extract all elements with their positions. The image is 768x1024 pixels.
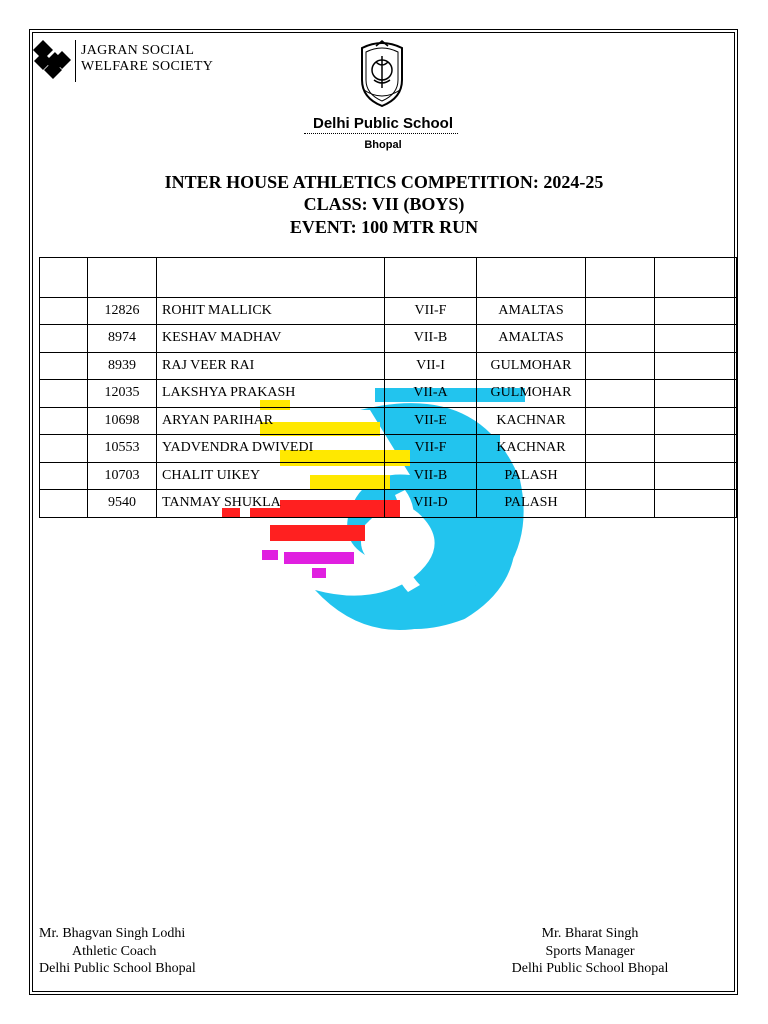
header-cell <box>586 258 655 298</box>
table-row <box>40 462 737 490</box>
sno-cell <box>40 325 88 353</box>
student-class: VII-A <box>385 380 477 408</box>
coach-name: Mr. Bhagvan Singh Lodhi <box>39 926 186 941</box>
header-cell <box>88 258 157 298</box>
table-row <box>40 297 737 325</box>
student-class: VII-B <box>385 462 477 490</box>
blank-cell <box>586 490 655 518</box>
student-name: YADVENDRA DWIVEDI <box>157 435 385 463</box>
admission-number: 10698 <box>88 407 157 435</box>
student-class: VII-F <box>385 435 477 463</box>
table-row <box>40 380 737 408</box>
student-house: PALASH <box>477 490 586 518</box>
results-table <box>39 257 737 518</box>
header-cell <box>655 258 737 298</box>
coach-org: Delhi Public School Bhopal <box>39 961 196 976</box>
header-cell <box>157 258 385 298</box>
school-city: Bhopal <box>364 139 402 151</box>
student-house: PALASH <box>477 462 586 490</box>
table-row <box>40 352 737 380</box>
admission-number: 10703 <box>88 462 157 490</box>
organization-name <box>81 43 213 75</box>
blank-cell <box>586 380 655 408</box>
header-cell <box>40 258 88 298</box>
blank-cell <box>655 352 737 380</box>
admission-number: 12826 <box>88 297 157 325</box>
student-class: VII-D <box>385 490 477 518</box>
student-house: AMALTAS <box>477 325 586 353</box>
event-title: EVENT: 100 MTR RUN <box>289 217 479 237</box>
blank-cell <box>655 380 737 408</box>
student-house: GULMOHAR <box>477 380 586 408</box>
sno-cell <box>40 297 88 325</box>
table-row <box>40 407 737 435</box>
class-title: CLASS: VII (BOYS) <box>303 194 465 214</box>
header-cell <box>385 258 477 298</box>
student-name: TANMAY SHUKLA <box>157 490 385 518</box>
student-name: CHALIT UIKEY <box>157 462 385 490</box>
sno-cell <box>40 380 88 408</box>
dps-emblem-icon <box>354 38 410 108</box>
student-class: VII-I <box>385 352 477 380</box>
manager-name: Mr. Bharat Singh <box>541 926 639 941</box>
header-cell <box>477 258 586 298</box>
manager-role: Sports Manager <box>545 943 635 959</box>
blank-cell <box>655 325 737 353</box>
table-row <box>40 325 737 353</box>
coach-role: Athletic Coach <box>72 943 157 959</box>
student-house: GULMOHAR <box>477 352 586 380</box>
sno-cell <box>40 435 88 463</box>
organization-name-line2: WELFARE SOCIETY <box>81 59 214 74</box>
blank-cell <box>655 462 737 490</box>
logo-divider <box>75 40 76 82</box>
sno-cell <box>40 407 88 435</box>
student-name: KESHAV MADHAV <box>157 325 385 353</box>
signature-block-coach <box>39 925 214 978</box>
blank-cell <box>586 435 655 463</box>
blank-cell <box>586 462 655 490</box>
manager-org: Delhi Public School Bhopal <box>511 961 669 976</box>
blank-cell <box>586 352 655 380</box>
competition-title: INTER HOUSE ATHLETICS COMPETITION: 2024-25 <box>164 172 604 192</box>
student-class: VII-B <box>385 325 477 353</box>
sno-cell <box>40 490 88 518</box>
sno-cell <box>40 462 88 490</box>
table-header-row <box>40 258 737 298</box>
admission-number: 9540 <box>88 490 157 518</box>
signature-block-manager <box>500 925 680 978</box>
organization-name-line1: JAGRAN SOCIAL <box>81 43 195 58</box>
blank-cell <box>655 407 737 435</box>
blank-cell <box>655 490 737 518</box>
blank-cell <box>655 297 737 325</box>
student-house: KACHNAR <box>477 435 586 463</box>
student-house: AMALTAS <box>477 297 586 325</box>
blank-cell <box>586 407 655 435</box>
admission-number: 8939 <box>88 352 157 380</box>
jswf-diamond-logo-icon <box>32 40 74 82</box>
student-name: LAKSHYA PRAKASH <box>157 380 385 408</box>
blank-cell <box>655 435 737 463</box>
blank-cell <box>586 297 655 325</box>
student-name: RAJ VEER RAI <box>157 352 385 380</box>
school-name: Delhi Public School <box>312 115 454 132</box>
student-name: ROHIT MALLICK <box>157 297 385 325</box>
student-class: VII-F <box>385 297 477 325</box>
admission-number: 12035 <box>88 380 157 408</box>
table-row <box>40 490 737 518</box>
student-name: ARYAN PARIHAR <box>157 407 385 435</box>
admission-number: 10553 <box>88 435 157 463</box>
blank-cell <box>586 325 655 353</box>
admission-number: 8974 <box>88 325 157 353</box>
table-row <box>40 435 737 463</box>
school-name-underline <box>304 133 458 134</box>
sno-cell <box>40 352 88 380</box>
student-class: VII-E <box>385 407 477 435</box>
student-house: KACHNAR <box>477 407 586 435</box>
